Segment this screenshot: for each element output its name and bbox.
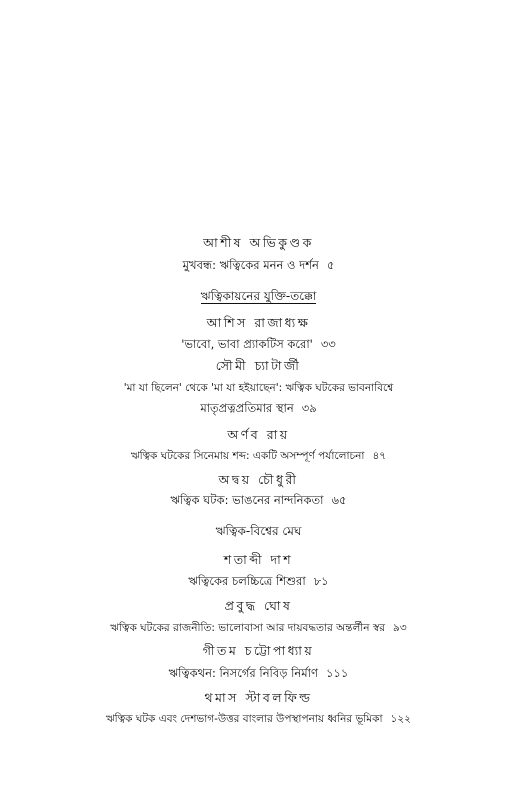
- page-number: ৩৯: [301, 401, 317, 415]
- author-name: প্রবুদ্ধ ঘোষ: [224, 598, 293, 613]
- entry-title: ঋত্বিক ঘটক এবং দেশভাগ-উত্তর বাংলার উপস্থাপনায় ধ্বনির ভূমিকা: [106, 713, 383, 725]
- entry-title: 'মা যা ছিলেন' থেকে 'মা যা হইয়াছেন': ঋত্বিক ঘটকের ভাবনাবিশ্বে: [123, 382, 394, 394]
- toc-entry: [0, 668, 517, 680]
- page-number: ৯৩: [393, 622, 407, 634]
- toc-entry: [0, 339, 517, 351]
- author-name: আশিস রাজাধ্যক্ষ: [206, 315, 311, 330]
- page-number: ৫: [326, 258, 335, 272]
- toc-entry: [0, 576, 517, 588]
- author-name: শতাব্দী দাশ: [223, 552, 294, 567]
- entry-title: ঋত্বিকথন: নিসর্গের নিবিড় নির্মাণ: [168, 666, 318, 680]
- entry-title: ঋত্বিক ঘটকের সিনেমায় শব্দ: একটি অসম্পূর্ণ পর্যালোচনা: [130, 450, 365, 462]
- toc-entry: [0, 451, 517, 462]
- author-name: গীতম চট্টোপাধ্যায়: [202, 643, 315, 658]
- page-number: ১২২: [390, 713, 411, 725]
- toc-entry: [0, 714, 517, 725]
- section-heading: ঋত্বিক-বিশ্বের মেঘ: [215, 524, 302, 538]
- author-name: অর্ণব রায়: [227, 427, 290, 442]
- entry-title: ঋত্বিকের চলচ্চিত্রে শিশুরা: [188, 574, 306, 588]
- entry-title: মুখবন্ধ: ঋত্বিকের মনন ও দর্শন: [182, 258, 319, 272]
- page-number: ৮১: [313, 574, 329, 588]
- toc-entry: [0, 403, 517, 415]
- author-name: সৌমী চ্যাটার্জী: [215, 358, 302, 373]
- entry-title: মাতৃপ্রত্নপ্রতিমার স্থান: [200, 401, 294, 415]
- page-number: ৬৫: [331, 493, 347, 507]
- author-name: অদ্বয় চৌধুরী: [218, 472, 299, 487]
- toc-entry: [0, 495, 517, 507]
- toc-entry: [0, 383, 517, 394]
- entry-title: ঋত্বিক ঘটকের রাজনীতি: ভালোবাসা আর দায়বদ্ধতার অন্তর্লীন স্বর: [110, 622, 386, 634]
- section-heading: ঋত্বিকায়নের যুক্তি-তক্কো: [200, 289, 317, 303]
- page-number: ৩৩: [320, 337, 336, 351]
- page-number: ৪৭: [372, 450, 387, 462]
- page-number: ১১১: [325, 666, 349, 680]
- toc-entry: [0, 260, 517, 272]
- author-name: আশীষ অভিকুণ্ডক: [203, 235, 314, 250]
- toc-entry: [0, 623, 517, 634]
- entry-title: 'ভাবো, ভাবা প্র্যাকটিস করো': [181, 337, 313, 351]
- entry-title: ঋত্বিক ঘটক: ভাঙনের নান্দনিকতা: [170, 493, 324, 507]
- author-name: থমাস স্টাবলফিল্ড: [204, 690, 313, 705]
